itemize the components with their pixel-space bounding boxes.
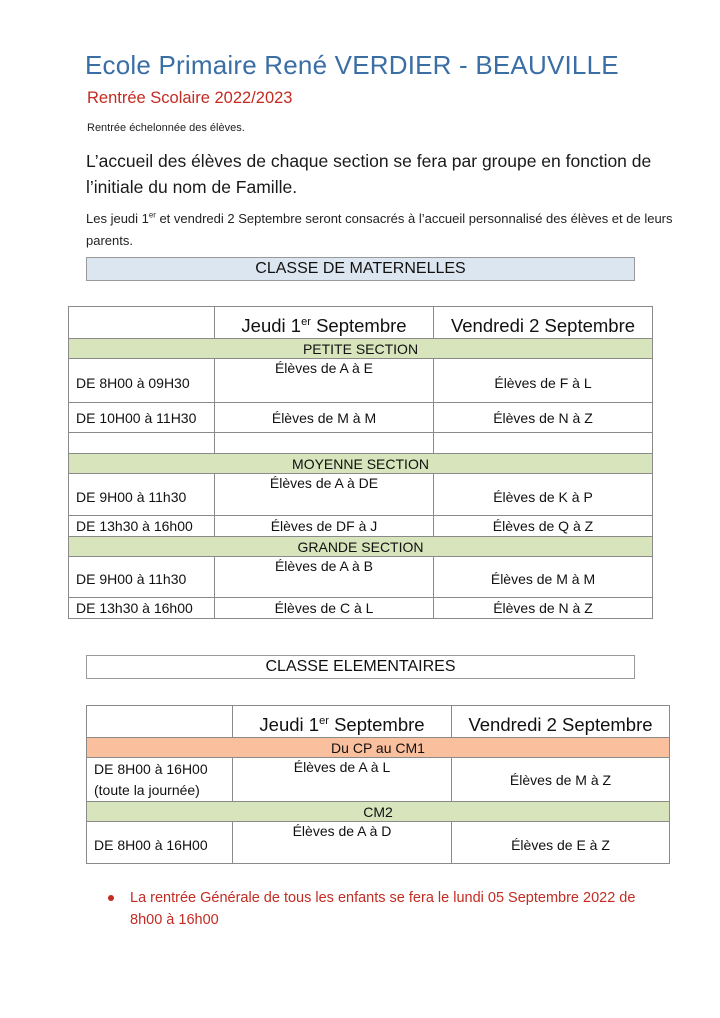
table-row [87, 758, 670, 802]
header-vendredi: Vendredi 2 Septembre [434, 307, 653, 339]
vendredi-cell: Élèves de M à M [434, 557, 653, 598]
section-row [69, 454, 653, 474]
table-row [69, 557, 653, 598]
table-header-row [87, 706, 670, 738]
header-jeudi-sup: er [301, 315, 311, 328]
section-row [87, 738, 670, 758]
empty-cell [434, 433, 653, 454]
general-rentree-notice [108, 887, 638, 931]
bullet-dot-icon [108, 895, 114, 901]
time-cell [87, 758, 233, 802]
empty-row [69, 433, 653, 454]
time-line-2: (toute la journée) [94, 781, 200, 798]
time-line-1: DE 8H00 à 16H00 [94, 760, 208, 777]
table-row [69, 474, 653, 516]
header-jeudi [233, 706, 452, 738]
table-row [69, 403, 653, 433]
header-jeudi-rest: Septembre [310, 315, 407, 336]
table-row [69, 359, 653, 403]
jeudi-cell: Élèves de DF à J [215, 516, 434, 537]
time-cell: DE 13h30 à 16h00 [69, 598, 215, 619]
header-empty-cell [69, 307, 215, 339]
welcome-paragraph-start: Les jeudi 1 [86, 211, 149, 226]
time-cell: DE 9H00 à 11h30 [69, 474, 215, 516]
empty-cell [215, 433, 434, 454]
header-jeudi-label: Jeudi 1 [259, 714, 320, 735]
general-rentree-text: La rentrée Générale de tous les enfants se fera le lundi 05 Septembre 2022 de 8h00 à 16h00 [130, 890, 636, 928]
jeudi-cell: Élèves de C à L [215, 598, 434, 619]
school-year-subtitle: Rentrée Scolaire 2022/2023 [87, 89, 293, 107]
jeudi-cell: Élèves de A à L [233, 758, 452, 802]
header-jeudi-rest: Septembre [328, 714, 425, 735]
vendredi-cell: Élèves de K à P [434, 474, 653, 516]
vendredi-cell: Élèves de M à Z [452, 758, 670, 802]
welcome-paragraph-sup: er [148, 210, 156, 220]
table-row [87, 822, 670, 864]
header-jeudi-label: Jeudi 1 [241, 315, 302, 336]
header-empty-cell [87, 706, 233, 738]
time-cell: DE 8H00 à 16H00 [87, 822, 233, 864]
jeudi-cell: Élèves de A à D [233, 822, 452, 864]
vendredi-cell: Élèves de F à L [434, 359, 653, 403]
maternelles-banner: CLASSE DE MATERNELLES [86, 257, 635, 281]
time-cell: DE 8H00 à 09H30 [69, 359, 215, 403]
maternelles-schedule-table [68, 306, 653, 619]
vendredi-cell: Élèves de N à Z [434, 598, 653, 619]
jeudi-cell: Élèves de A à E [215, 359, 434, 403]
table-header-row [69, 307, 653, 339]
welcome-paragraph [86, 208, 676, 252]
section-cm2: CM2 [87, 802, 670, 822]
section-row [69, 537, 653, 557]
vendredi-cell: Élèves de E à Z [452, 822, 670, 864]
vendredi-cell: Élèves de N à Z [434, 403, 653, 433]
header-jeudi [215, 307, 434, 339]
jeudi-cell: Élèves de A à DE [215, 474, 434, 516]
time-cell: DE 13h30 à 16h00 [69, 516, 215, 537]
section-row [87, 802, 670, 822]
section-cp-cm1: Du CP au CM1 [87, 738, 670, 758]
jeudi-cell: Élèves de M à M [215, 403, 434, 433]
school-title: Ecole Primaire René VERDIER - BEAUVILLE [85, 50, 619, 80]
empty-cell [69, 433, 215, 454]
jeudi-cell: Élèves de A à B [215, 557, 434, 598]
time-cell: DE 10H00 à 11H30 [69, 403, 215, 433]
section-moyenne: MOYENNE SECTION [69, 454, 653, 474]
header-jeudi-sup: er [319, 714, 329, 727]
welcome-paragraph-end: et vendredi 2 Septembre seront consacrés à l’accueil personnalisé des élèves et de leurs parents. [86, 211, 673, 248]
elementaires-schedule-table [86, 705, 670, 864]
section-petite: PETITE SECTION [69, 339, 653, 359]
table-row [69, 516, 653, 537]
time-cell: DE 9H00 à 11h30 [69, 557, 215, 598]
elementaires-banner: CLASSE ELEMENTAIRES [86, 655, 635, 679]
table-row [69, 598, 653, 619]
staggered-entry-note: Rentrée échelonnée des élèves. [87, 122, 245, 134]
section-grande: GRANDE SECTION [69, 537, 653, 557]
header-vendredi: Vendredi 2 Septembre [452, 706, 670, 738]
vendredi-cell: Élèves de Q à Z [434, 516, 653, 537]
section-row [69, 339, 653, 359]
intro-text: L’accueil des élèves de chaque section se fera par groupe en fonction de l’initiale du nom de Famille. [86, 151, 652, 197]
